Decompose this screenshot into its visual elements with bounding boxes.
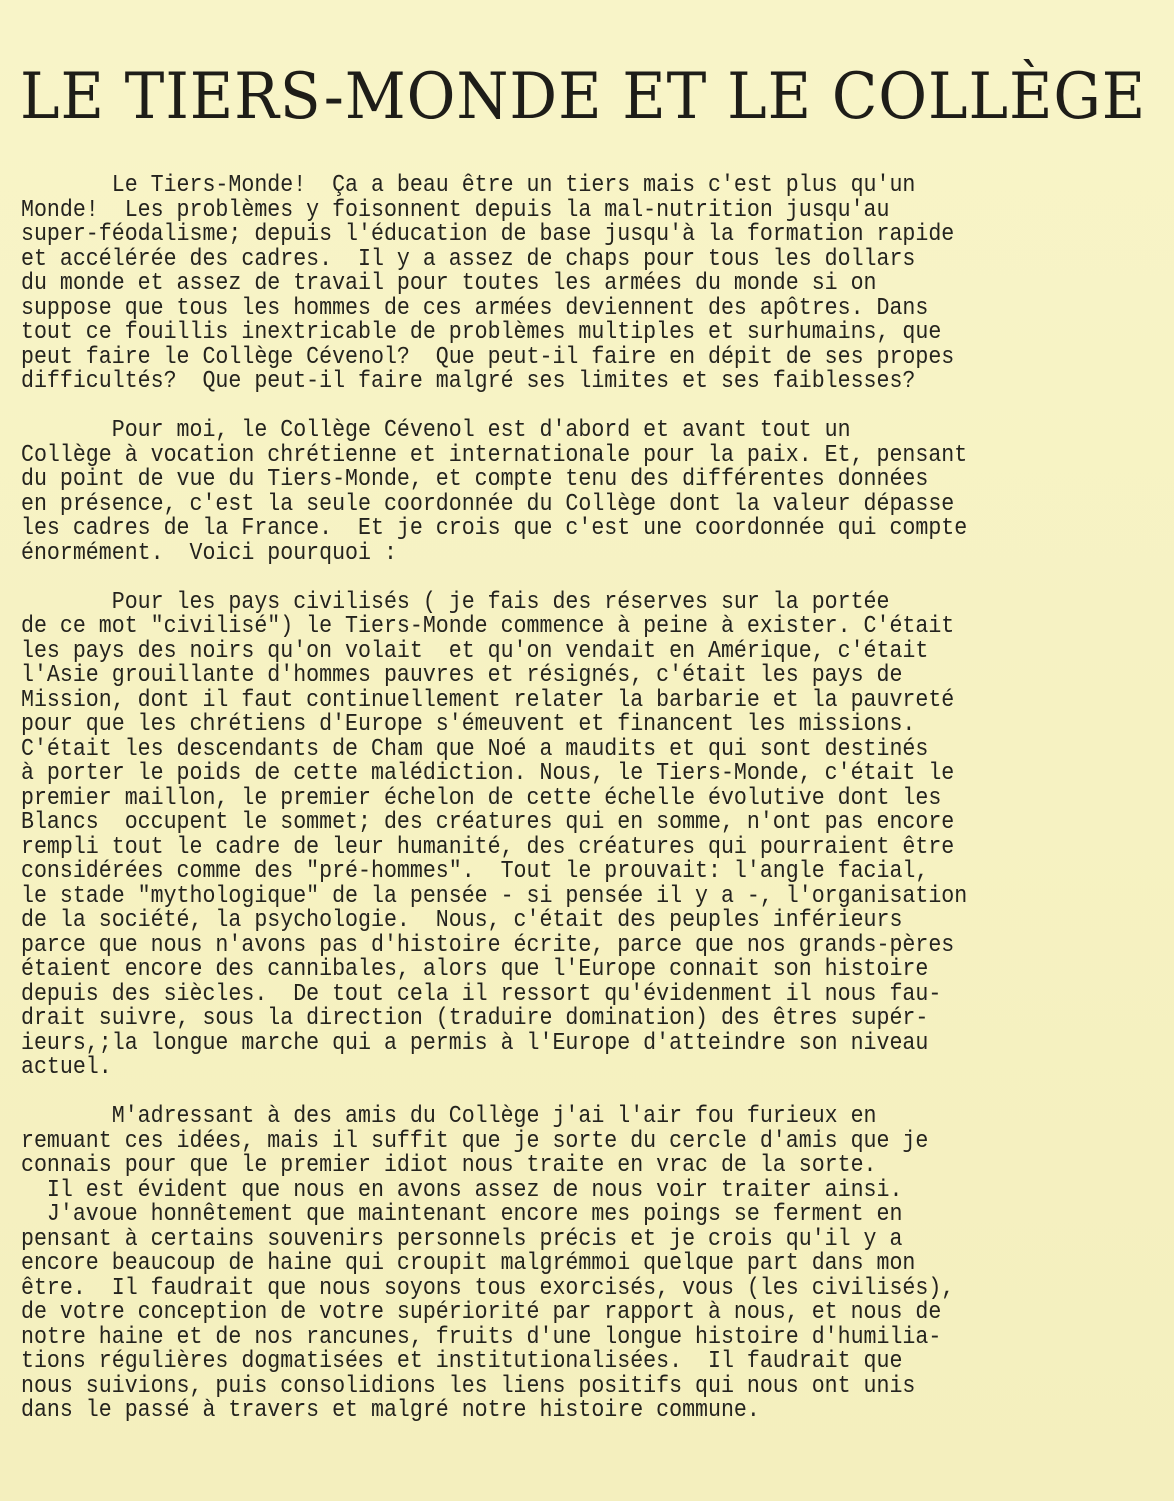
- text-line: Pour les pays civilisés ( je fais des réserves sur la portée: [21, 589, 890, 616]
- text-line: ieurs,;la longue marche qui a permis à l'Europe d'atteindre son niveau: [21, 1030, 929, 1057]
- text-line: du point de vue du Tiers-Monde, et compte tenu des différentes données: [21, 466, 929, 493]
- text-line: considérées comme des "pré-hommes". Tout le prouvait: l'angle facial,: [21, 858, 929, 885]
- text-line: de la société, la psychologie. Nous, c'était des peuples inférieurs: [21, 907, 903, 934]
- text-line: de votre conception de votre supériorité par rapport à nous, et nous de: [21, 1299, 942, 1326]
- text-line: Blancs occupent le sommet; des créatures qui en somme, n'ont pas encore: [21, 809, 955, 836]
- text-line: rempli tout le cadre de leur humanité, des créatures qui pourraient être: [21, 834, 955, 861]
- text-line: en présence, c'est la seule coordonnée du Collège dont la valeur dépasse: [21, 491, 955, 518]
- text-line: Pour moi, le Collège Cévenol est d'abord et avant tout un: [21, 417, 851, 444]
- text-line: parce que nous n'avons pas d'histoire écrite, parce que nos grands-pères: [21, 932, 955, 959]
- text-line: pour que les chrétiens d'Europe s'émeuvent et financent les missions.: [21, 711, 916, 738]
- text-line: super-féodalisme; depuis l'éducation de base jusqu'à la formation rapide: [21, 221, 955, 248]
- text-line: étaient encore des cannibales, alors que l'Europe connait son histoire: [21, 956, 929, 983]
- text-line: tout ce fouillis inextricable de problèmes multiples et surhumains, que: [21, 319, 942, 346]
- text-line: Mission, dont il faut continuellement relater la barbarie et la pauvreté: [21, 687, 955, 714]
- text-line: peut faire le Collège Cévenol? Que peut-il faire en dépit de ses propes: [21, 344, 955, 371]
- text-line: depuis des siècles. De tout cela il ressort qu'évidenment il nous fau-: [21, 981, 942, 1008]
- text-line: les cadres de la France. Et je crois que c'est une coordonnée qui compte: [21, 515, 968, 542]
- text-line: pensant à certains souvenirs personnels précis et je crois qu'il y a: [21, 1226, 903, 1253]
- text-line: difficultés? Que peut-il faire malgré ses limites et ses faiblesses?: [21, 368, 916, 395]
- text-line: drait suivre, sous la direction (traduire domination) des êtres supér-: [21, 1005, 929, 1032]
- text-line: connais pour que le premier idiot nous traite en vrac de la sorte.: [21, 1152, 877, 1179]
- text-line: Le Tiers-Monde! Ça a beau être un tiers mais c'est plus qu'un: [21, 172, 916, 199]
- text-line: actuel.: [21, 1054, 112, 1081]
- text-line: notre haine et de nos rancunes, fruits d'une longue histoire d'humilia-: [21, 1324, 942, 1351]
- text-line: suppose que tous les hommes de ces armées deviennent des apôtres. Dans: [21, 295, 929, 322]
- text-line: remuant ces idées, mais il suffit que je sorte du cercle d'amis que je: [21, 1128, 929, 1155]
- text-line: être. Il faudrait que nous soyons tous exorcisés, vous (les civilisés),: [21, 1275, 955, 1302]
- text-line: Il est évident que nous en avons assez de nous voir traiter ainsi.: [21, 1177, 903, 1204]
- page-title: LE TIERS-MONDE ET LE COLLÈGE: [20, 60, 1147, 134]
- text-line: J'avoue honnêtement que maintenant encore mes poings se ferment en: [21, 1201, 903, 1228]
- text-line: les pays des noirs qu'on volait et qu'on vendait en Amérique, c'était: [21, 638, 929, 665]
- text-line: encore beaucoup de haine qui croupit malgrémmoi quelque part dans mon: [21, 1250, 916, 1277]
- text-line: tions régulières dogmatisées et institutionalisées. Il faudrait que: [21, 1348, 903, 1375]
- text-line: l'Asie grouillante d'hommes pauvres et résignés, c'était les pays de: [21, 662, 903, 689]
- text-line: nous suivions, puis consolidions les liens positifs qui nous ont unis: [21, 1373, 916, 1400]
- text-line: de ce mot "civilisé") le Tiers-Monde commence à peine à exister. C'était: [21, 613, 955, 640]
- text-line: énormément. Voici pourquoi :: [21, 540, 397, 567]
- text-line: dans le passé à travers et malgré notre histoire commune.: [21, 1397, 760, 1424]
- text-line: Monde! Les problèmes y foisonnent depuis la mal-nutrition jusqu'au: [21, 197, 890, 224]
- text-line: Collège à vocation chrétienne et internationale pour la paix. Et, pensant: [21, 442, 968, 469]
- text-line: le stade "mythologique" de la pensée - si pensée il y a -, l'organisation: [21, 883, 968, 910]
- text-line: premier maillon, le premier échelon de cette échelle évolutive dont les: [21, 785, 942, 812]
- text-line: du monde et assez de travail pour toutes les armées du monde si on: [21, 270, 877, 297]
- text-line: et accélérée des cadres. Il y a assez de chaps pour tous les dollars: [21, 246, 916, 273]
- text-line: M'adressant à des amis du Collège j'ai l'air fou furieux en: [21, 1103, 877, 1130]
- text-line: C'était les descendants de Cham que Noé a maudits et qui sont destinés: [21, 736, 929, 763]
- text-line: à porter le poids de cette malédiction. Nous, le Tiers-Monde, c'était le: [21, 760, 955, 787]
